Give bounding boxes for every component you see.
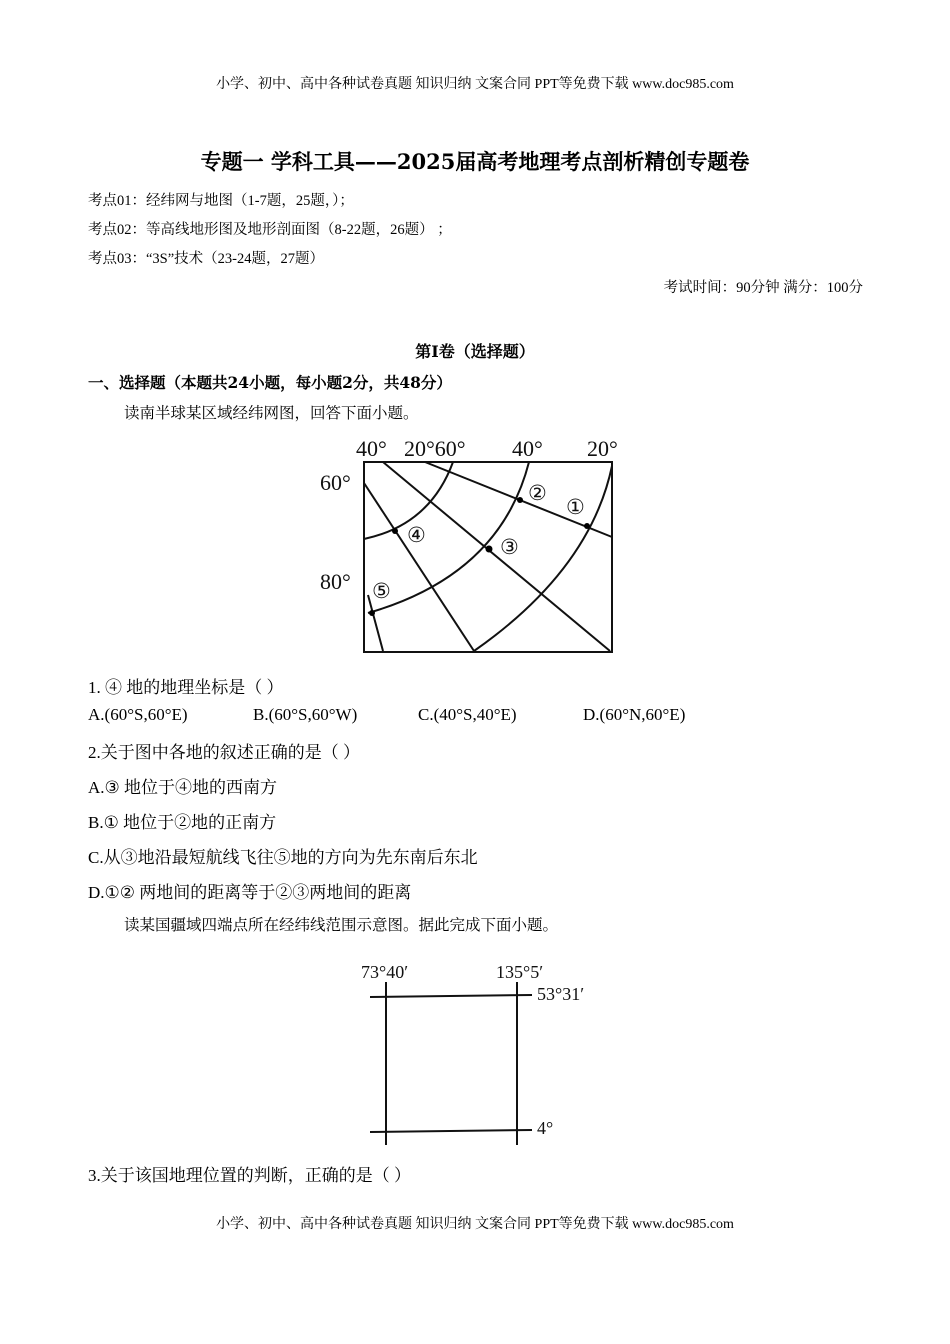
point-4 [392, 528, 398, 534]
topic-3: 考点03：“3S”技术（23-24题，27题） [88, 251, 325, 267]
question-2-stem: 2.关于图中各地的叙述正确的是（ ） [88, 743, 360, 762]
point-1 [584, 523, 590, 529]
label-east-longitude: 135°5′ [496, 962, 544, 982]
meridian-line [364, 483, 474, 651]
meridian-line [368, 595, 383, 651]
label-top-2: 20°60° [404, 436, 466, 461]
intro-2: 读某国疆域四端点所在经纬线范围示意图。据此完成下面小题。 [124, 916, 559, 934]
label-top-1: 40° [356, 436, 387, 461]
point-5 [369, 610, 375, 616]
volume-title: 第Ⅰ卷（选择题） [415, 342, 535, 361]
label-top-4: 20° [587, 436, 618, 461]
footer-banner: 小学、初中、高中各种试卷真题 知识归纳 文案合同 PPT等免费下载 www.doc985.com [216, 1217, 734, 1232]
label-north-latitude: 53°31′ [537, 984, 585, 1004]
label-left-2: 80° [320, 569, 351, 594]
label-west-longitude: 73°40′ [361, 962, 409, 982]
label-left-1: 60° [320, 470, 351, 495]
label-top-3: 40° [512, 436, 543, 461]
question-1-stem: 1. ④ 地的地理坐标是（ ） [88, 678, 284, 697]
topic-2: 考点02：等高线地形图及地形剖面图（8-22题，26题） ； [88, 222, 452, 238]
q2-option-c: C.从③地沿最短航线飞往⑤地的方向为先东南后东北 [88, 848, 478, 867]
question-3-stem: 3.关于该国地理位置的判断，正确的是（ ） [88, 1166, 411, 1185]
label-point-4: ④ [407, 523, 426, 547]
q2-option-a: A.③ 地位于④地的西南方 [88, 778, 278, 797]
header-banner: 小学、初中、高中各种试卷真题 知识归纳 文案合同 PPT等免费下载 www.doc985.com [216, 77, 734, 92]
topic-1: 考点01：经纬网与地图（1-7题，25题，）； [88, 193, 354, 209]
extent-diagram [370, 982, 532, 1145]
page-title: 专题一 学科工具——2025届高考地理考点剖析精创专题卷 [200, 149, 750, 174]
q2-option-d: D.①② 两地间的距离等于②③两地间的距离 [88, 883, 412, 902]
label-point-5: ⑤ [372, 579, 391, 603]
label-point-3: ③ [500, 535, 519, 559]
intro-1: 读南半球某区域经纬网图，回答下面小题。 [124, 404, 419, 422]
label-point-1: ① [566, 495, 585, 519]
map-frame [364, 462, 612, 652]
label-point-2: ② [528, 481, 547, 505]
label-south-latitude: 4° [537, 1118, 554, 1138]
q2-option-b: B.① 地位于②地的正南方 [88, 813, 277, 832]
exam-info: 考试时间：90分钟 满分：100分 [663, 280, 863, 296]
q1-option-b: B.(60°S,60°W) [253, 705, 358, 724]
q1-option-a: A.(60°S,60°E) [88, 705, 188, 724]
point-3 [486, 546, 493, 553]
q1-option-c: C.(40°S,40°E) [418, 705, 517, 724]
q1-option-d: D.(60°N,60°E) [583, 705, 686, 724]
section-title: 一、选择题（本题共24小题，每小题2分，共48分） [88, 373, 452, 392]
point-2 [517, 497, 523, 503]
